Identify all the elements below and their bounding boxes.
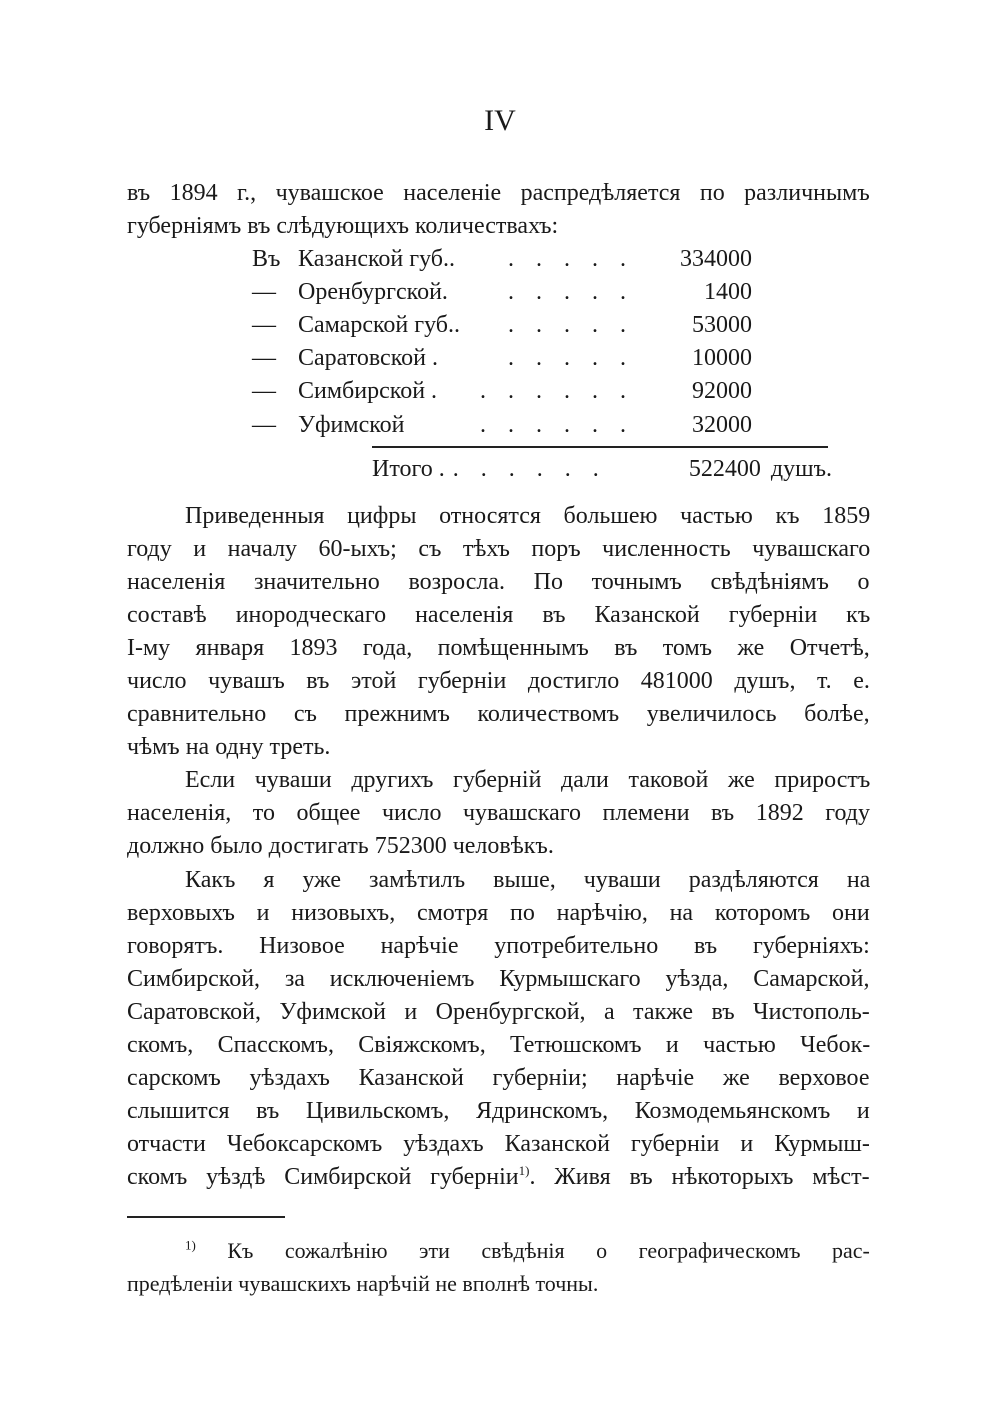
- text-line: населенія, то общее число чувашскаго племени въ 1892 году: [127, 800, 870, 826]
- table-row: [252, 310, 752, 340]
- row-label: Самарской губ..: [298, 312, 461, 338]
- text-line: Приведенныя цифры относятся большею частью къ 1859: [185, 503, 871, 529]
- row-prefix: —: [252, 279, 276, 305]
- row-prefix: —: [252, 378, 276, 404]
- footnote-line: [127, 1237, 870, 1265]
- row-dots: . . . . .: [508, 279, 634, 305]
- row-dots: . . . . . .: [480, 412, 634, 438]
- row-dots: . . . . .: [508, 246, 634, 272]
- page-number: IV: [484, 104, 516, 137]
- row-prefix: —: [252, 412, 276, 438]
- footnote-line: предѣленіи чувашскихъ нарѣчій не вполнѣ точны.: [127, 1271, 599, 1296]
- row-label: Уфимской: [298, 412, 405, 438]
- footnote-marker: 1): [185, 1237, 196, 1253]
- row-dots: . . . . . .: [480, 378, 634, 404]
- row-value: 32000: [692, 412, 752, 438]
- text-line: сарскомъ уѣздахъ Казанской губерніи; нарѣчіе же верховое: [127, 1065, 870, 1091]
- row-value: 92000: [692, 378, 752, 404]
- table-row: [252, 343, 752, 373]
- text-line: слышится въ Цивильскомъ, Ядринскомъ, Козмодемьянскомъ и: [127, 1098, 870, 1124]
- text-line: населенія значительно возросла. По точнымъ свѣдѣніямъ о: [127, 569, 870, 595]
- text-line: І-му января 1893 года, помѣщеннымъ въ томъ же Отчетѣ,: [127, 635, 870, 661]
- row-prefix: —: [252, 312, 276, 338]
- text-line: отчасти Чебоксарскомъ уѣздахъ Казанской губерніи и Курмыш-: [127, 1131, 870, 1157]
- row-value: 53000: [692, 312, 752, 338]
- text-segment: скомъ уѣздѣ Симбирской губерніи: [127, 1164, 519, 1190]
- text-line: Если чуваши другихъ губерній дали таковой же приростъ: [185, 767, 871, 793]
- row-label: Казанской губ..: [298, 246, 455, 272]
- row-value: 334000: [680, 246, 752, 272]
- footnote-text: Къ сожалѣнію эти свѣдѣнія о географическомъ рас-: [227, 1238, 870, 1263]
- total-unit: душъ.: [770, 456, 832, 482]
- text-line: чѣмъ на одну треть.: [127, 734, 331, 760]
- footnote-rule: [127, 1216, 285, 1218]
- text-line: сравнительно съ прежнимъ количествомъ увеличилось болѣе,: [127, 701, 870, 727]
- text-line: Симбирской, за исключеніемъ Курмышскаго уѣзда, Самарской,: [127, 966, 870, 992]
- text-line: [127, 1162, 870, 1192]
- text-line: Какъ я уже замѣтилъ выше, чуваши раздѣляются на: [185, 867, 871, 893]
- total-value: 522400: [688, 456, 761, 482]
- total-dots: . . . . . .: [452, 456, 607, 482]
- row-dots: . . . . .: [508, 312, 634, 338]
- row-label: Оренбургской.: [298, 279, 448, 305]
- text-line: верховыхъ и низовыхъ, смотря по нарѣчію, на которомъ они: [127, 900, 870, 926]
- table-row: [252, 410, 752, 440]
- row-prefix: —: [252, 345, 276, 371]
- row-label: Саратовской .: [298, 345, 438, 371]
- text-line: въ 1894 г., чувашское населеніе распредѣляется по различнымъ: [127, 180, 870, 206]
- text-line: должно было достигать 752300 человѣкъ.: [127, 833, 554, 859]
- row-value: 10000: [692, 345, 752, 371]
- table-row: [252, 244, 752, 274]
- total-label: Итого .: [372, 456, 445, 482]
- text-line: Саратовской, Уфимской и Оренбургской, а также въ Чистополь-: [127, 999, 870, 1025]
- text-line: скомъ, Спасскомъ, Свіяжскомъ, Тетюшскомъ и частью Чебок-: [127, 1032, 871, 1058]
- table-row: [252, 277, 752, 307]
- text-line: году и началу 60-ыхъ; съ тѣхъ поръ численность чувашскаго: [127, 536, 871, 562]
- text-segment: . Живя въ нѣкоторыхъ мѣст-: [529, 1164, 870, 1190]
- row-value: 1400: [704, 279, 752, 305]
- row-prefix: Въ: [252, 246, 281, 272]
- row-dots: . . . . .: [508, 345, 634, 371]
- row-label: Симбирской .: [298, 378, 438, 404]
- footnote-ref[interactable]: 1): [518, 1163, 530, 1178]
- text-line: губерніямъ въ слѣдующихъ количествахъ:: [127, 213, 559, 239]
- text-line: число чувашъ въ этой губерніи достигло 481000 душъ, т. е.: [127, 668, 870, 694]
- text-line: составѣ инородческаго населенія въ Казанской губерніи къ: [127, 602, 871, 628]
- total-row: [372, 454, 832, 484]
- text-line: говорятъ. Низовое нарѣчіе употребительно въ губерніяхъ:: [127, 933, 870, 959]
- total-rule: [372, 446, 828, 448]
- table-row: [252, 376, 752, 406]
